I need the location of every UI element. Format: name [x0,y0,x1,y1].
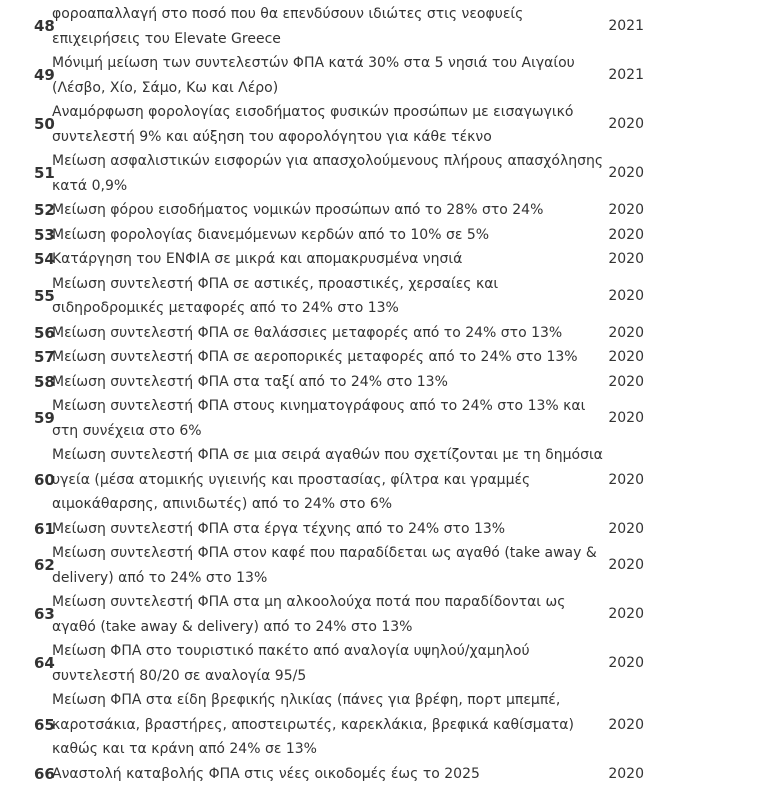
table-row [4,370,644,395]
table-row [4,247,644,272]
row-description: Μείωση συντελεστή ΦΠΑ στα έργα τέχνης από το 24% στο 13% [52,520,506,537]
table-row [4,762,644,787]
row-description: Μείωση ΦΠΑ στο τουριστικό πακέτο από αναλογία υψηλού/χαμηλού συντελεστή 80/20 σε αναλογία 95/5 [52,643,530,684]
row-year: 2020 [608,410,644,427]
table-row [4,639,644,688]
table-row [4,688,644,762]
row-year: 2020 [608,471,644,488]
row-number: 50 [34,115,55,134]
row-description: φοροαπαλλαγή στο ποσό που θα επενδύσουν ιδιώτες στις νεοφυείς επιχειρήσεις του Elevate Greece [52,6,524,47]
row-description: Μείωση συντελεστή ΦΠΑ σε θαλάσσιες μεταφορές από το 24% στο 13% [52,324,563,341]
measures-table [4,2,644,786]
row-number: 51 [34,164,55,183]
row-year: 2020 [608,165,644,182]
table-row [4,345,644,370]
table-row [4,223,644,248]
row-description: Μείωση συντελεστή ΦΠΑ σε μια σειρά αγαθών που σχετίζονται με τη δημόσια υγεία (μέσα ατομικής υγιεινής και προστασίας, φίλτρα και γραμμές αιμοκάθαρσης, απινιδωτές) από το 24% στο 6% [52,447,603,512]
row-description: Μείωση φορολογίας διανεμόμενων κερδών από το 10% σε 5% [52,226,490,243]
table-row [4,590,644,639]
table-row [4,443,644,517]
row-description: Μείωση συντελεστή ΦΠΑ στους κινηματογράφους από το 24% στο 13% και στη συνέχεια στο 6% [52,398,586,439]
row-year: 2020 [608,716,644,733]
row-number: 55 [34,286,55,305]
row-description: Αναστολή καταβολής ΦΠΑ στις νέες οικοδομές έως το 2025 [52,765,480,782]
row-description: Μείωση φόρου εισοδήματος νομικών προσώπων από το 28% στο 24% [52,202,544,218]
row-number: 48 [34,17,55,36]
table-row [4,149,644,198]
row-description: Μόνιμή μείωση των συντελεστών ΦΠΑ κατά 30% στα 5 νησιά του Αιγαίου (Λέσβο, Χίο, Σάμο, Κω και Λέρο) [52,55,575,96]
table-row [4,321,644,346]
row-number: 49 [34,66,55,85]
row-description: Μείωση συντελεστή ΦΠΑ στα μη αλκοολούχα ποτά που παραδίδονται ως αγαθό (take away & delivery) από το 24% στο 13% [52,594,566,635]
row-year: 2020 [608,324,644,341]
row-year: 2020 [608,202,644,218]
row-number: 66 [34,764,55,783]
row-number: 52 [34,201,55,219]
row-number: 58 [34,372,55,391]
row-year: 2020 [608,606,644,623]
row-number: 57 [34,348,55,366]
row-number: 53 [34,225,55,244]
row-description: Μείωση ΦΠΑ στα είδη βρεφικής ηλικίας (πάνες για βρέφη, πορτ μπεμπέ, καροτσάκια, βραστήρες, αποστειρωτές, καρεκλάκια, βρεφικά καθίσματα) καθώς και τα κράνη από 24% σε 13% [52,692,574,757]
row-description: Μείωση ασφαλιστικών εισφορών για απασχολούμενους πλήρους απασχόλησης κατά 0,9% [52,153,604,194]
row-number: 60 [34,470,55,489]
row-description: Μείωση συντελεστή ΦΠΑ σε αστικές, προαστικές, χερσαίες και σιδηροδρομικές μεταφορές από το 24% στο 13% [52,275,499,316]
row-number: 63 [34,605,55,624]
table-row [4,272,644,321]
row-year: 2020 [608,557,644,574]
row-year: 2020 [608,655,644,672]
row-number: 54 [34,250,55,268]
row-description: Μείωση συντελεστή ΦΠΑ στον καφέ που παραδίδεται ως αγαθό (take away & delivery) από το 24% στο 13% [52,545,597,586]
row-description: Μείωση συντελεστή ΦΠΑ στα ταξί από το 24% στο 13% [52,373,448,390]
row-year: 2020 [608,251,644,267]
table-row [4,394,644,443]
table-row [4,2,644,51]
table-row [4,517,644,542]
row-number: 64 [34,654,55,673]
row-year: 2020 [608,287,644,304]
row-year: 2020 [608,520,644,537]
row-number: 56 [34,323,55,342]
row-year: 2020 [608,765,644,782]
table-row [4,51,644,100]
row-year: 2020 [608,349,644,365]
row-year: 2020 [608,373,644,390]
row-year: 2020 [608,226,644,243]
row-number: 62 [34,556,55,575]
table-row [4,100,644,149]
row-year: 2020 [608,116,644,133]
row-number: 65 [34,715,55,734]
row-description: Μείωση συντελεστή ΦΠΑ σε αεροπορικές μεταφορές από το 24% στο 13% [52,349,578,365]
row-description: Αναμόρφωση φορολογίας εισοδήματος φυσικών προσώπων με εισαγωγικό συντελεστή 9% και αύξηση του αφορολόγητου για κάθε τέκνο [52,104,574,145]
table-row [4,198,644,223]
table-row [4,541,644,590]
row-description: Κατάργηση του ΕΝΦΙΑ σε μικρά και απομακρυσμένα νησιά [52,251,463,267]
row-year: 2021 [608,67,644,84]
row-year: 2021 [608,18,644,35]
row-number: 61 [34,519,55,538]
row-number: 59 [34,409,55,428]
